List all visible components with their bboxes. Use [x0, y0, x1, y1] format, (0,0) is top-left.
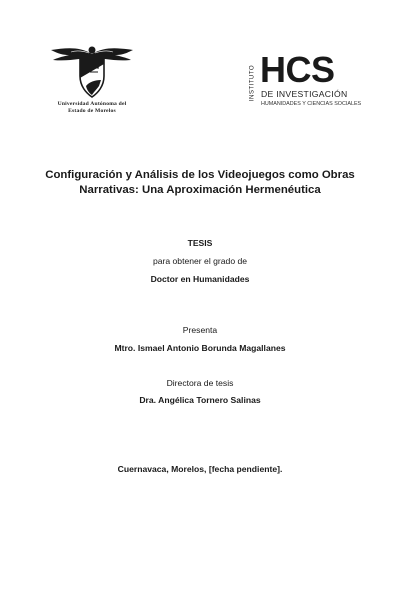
tesis-label: TESIS — [187, 238, 213, 248]
degree-purpose: para obtener el grado de — [152, 256, 248, 266]
thesis-title-line-1: Configuración y Análisis de los Videojuegos como Obras — [45, 169, 355, 181]
uaem-name-line-1: Universidad Autónoma del — [57, 101, 127, 107]
advisor-name: Dra. Angélica Tornero Salinas — [139, 395, 261, 405]
hcs-subtitle-1: DE INVESTIGACIÓN — [261, 89, 348, 99]
uaem-crest-icon — [49, 42, 135, 100]
hcs-wordmark: HCS — [260, 49, 335, 90]
hcs-instituto-vertical: INSTITUTO — [248, 64, 256, 102]
thesis-title-line-2: Narrativas: Una Aproximación Hermenéutica — [79, 184, 321, 196]
place-date: Cuernavaca, Morelos, [fecha pendiente]. — [117, 464, 283, 474]
presenta-label: Presenta — [182, 325, 218, 335]
degree-name: Doctor en Humanidades — [150, 274, 250, 284]
hcs-subtitle-2: HUMANIDADES Y CIENCIAS SOCIALES — [261, 101, 362, 107]
uaem-name-line-2: Estado de Morelos — [68, 108, 116, 114]
hcs-logo — [246, 49, 362, 110]
advisor-label: Directora de tesis — [166, 378, 234, 388]
author-name: Mtro. Ismael Antonio Borunda Magallanes — [114, 343, 286, 353]
